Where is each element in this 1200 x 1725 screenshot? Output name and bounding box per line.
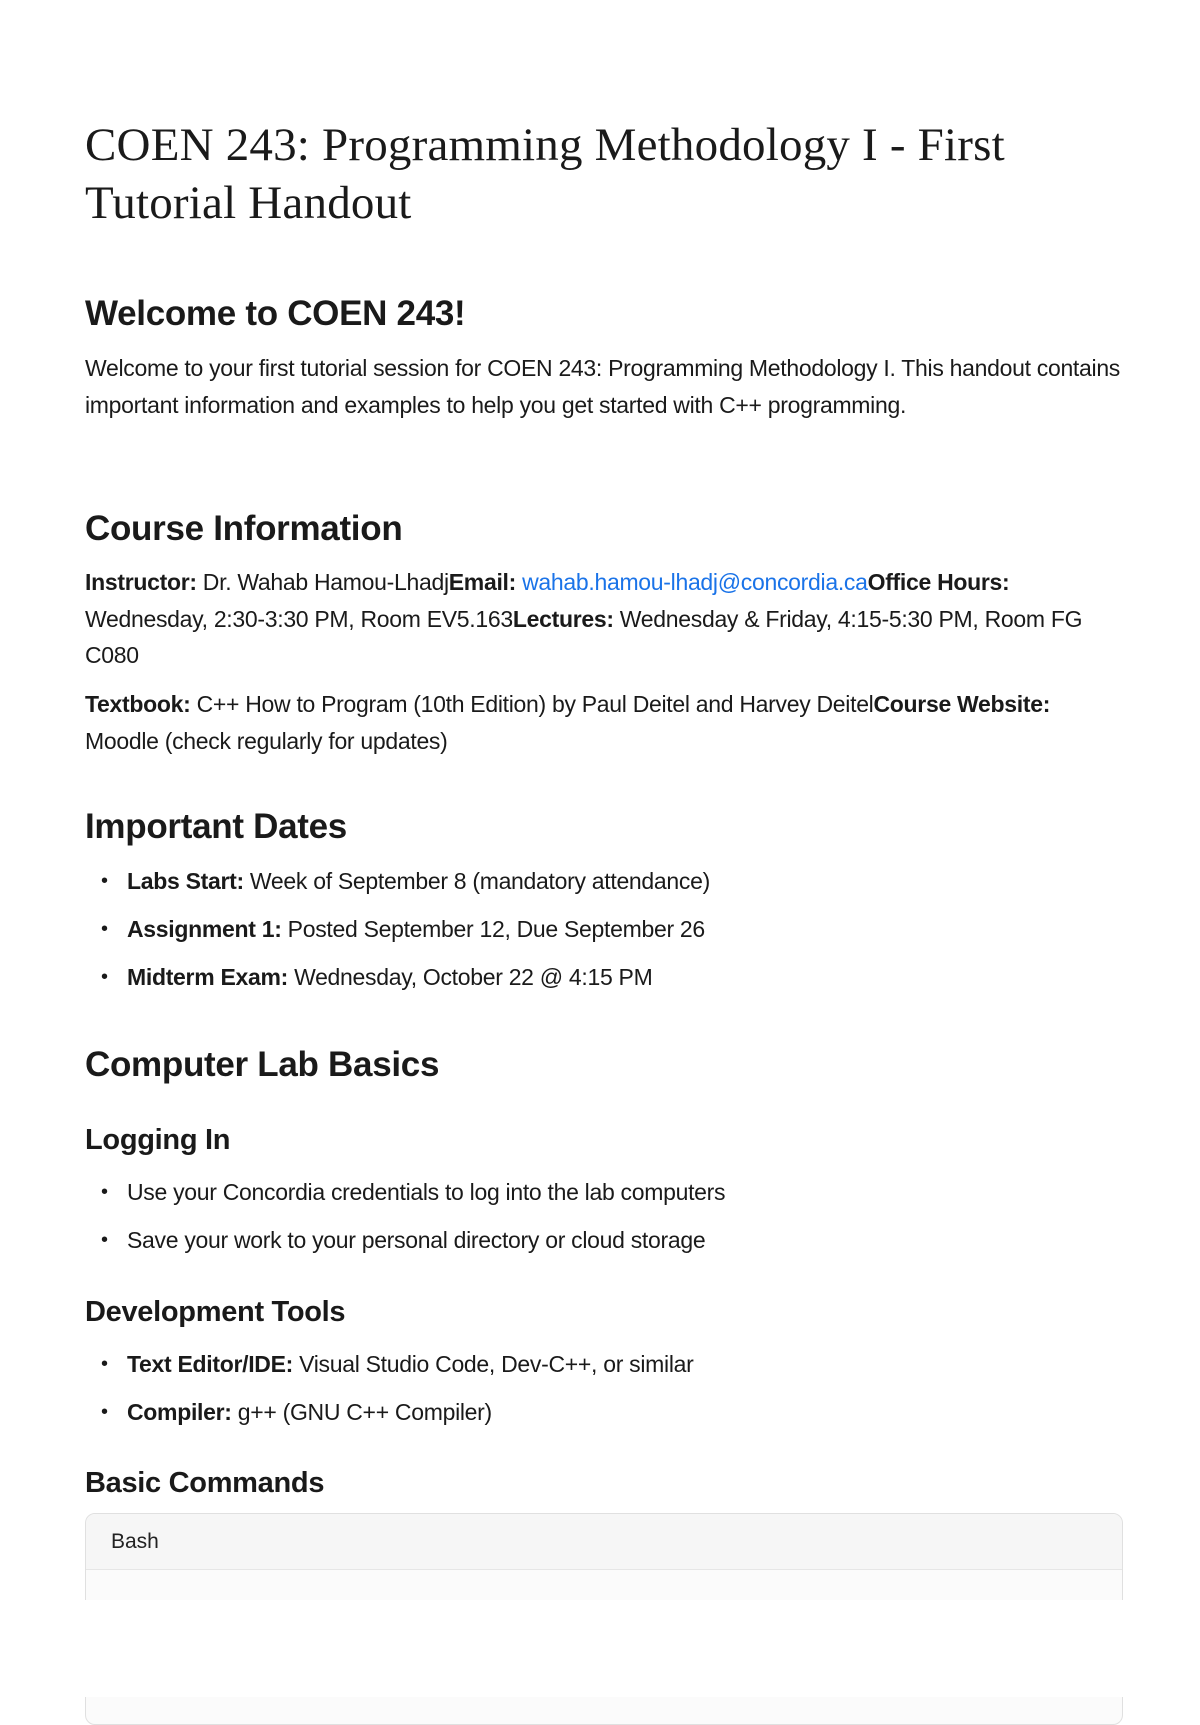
page-bottom-margin: [0, 1600, 1200, 1697]
welcome-heading: Welcome to COEN 243!: [85, 294, 466, 333]
list-item-text: Use your Concordia credentials to log into the lab computers: [127, 1179, 726, 1205]
important-dates-list: [85, 867, 1125, 1011]
bullet-icon: •: [101, 870, 108, 892]
labs-start-value: Week of September 8 (mandatory attendance): [243, 868, 710, 894]
email-label: Email:: [448, 569, 516, 595]
compiler-value: g++ (GNU C++ Compiler): [231, 1399, 492, 1425]
list-item: [85, 915, 1125, 963]
instructor-label: Instructor:: [85, 569, 197, 595]
development-tools-heading: Development Tools: [85, 1296, 346, 1328]
textbook-value: C++ How to Program (10th Edition) by Paul Deitel and Harvey Deitel: [190, 691, 874, 717]
bullet-icon: •: [101, 1181, 108, 1203]
lab-basics-heading: Computer Lab Basics: [85, 1045, 440, 1084]
list-item: [85, 1398, 1125, 1446]
basic-commands-heading: Basic Commands: [85, 1467, 325, 1499]
text-editor-label: Text Editor/IDE:: [127, 1351, 294, 1377]
logging-in-list: [85, 1178, 1125, 1274]
document-title: COEN 243: Programming Methodology I - First Tutorial Handout: [85, 119, 1005, 229]
labs-start-label: Labs Start:: [127, 868, 244, 894]
list-item: [85, 963, 1125, 1011]
bullet-icon: •: [101, 966, 108, 988]
bullet-icon: •: [101, 918, 108, 940]
instructor-value: Dr. Wahab Hamou-Lhadj: [196, 569, 449, 595]
textbook-paragraph: [85, 686, 1125, 759]
logging-in-heading: Logging In: [85, 1124, 231, 1156]
list-item: [85, 1226, 1125, 1274]
lectures-value: Wednesday & Friday, 4:15-5:30 PM, Room FG C080: [85, 605, 1083, 668]
text-editor-value: Visual Studio Code, Dev-C++, or similar: [293, 1351, 694, 1377]
bullet-icon: •: [101, 1353, 108, 1375]
midterm-exam-value: Wednesday, October 22 @ 4:15 PM: [287, 964, 653, 990]
office-hours-label: Office Hours:: [867, 569, 1010, 595]
course-info-heading: Course Information: [85, 509, 403, 548]
email-link[interactable]: wahab.hamou-lhadj@concordia.ca: [522, 569, 868, 595]
list-item: [85, 1178, 1125, 1226]
office-hours-value: Wednesday, 2:30-3:30 PM, Room EV5.163: [85, 605, 513, 632]
compiler-label: Compiler:: [127, 1399, 232, 1425]
list-item-text: Save your work to your personal directory or cloud storage: [127, 1227, 706, 1253]
course-website-label: Course Website:: [873, 691, 1051, 717]
lectures-label: Lectures:: [512, 605, 614, 632]
list-item: [85, 867, 1125, 915]
welcome-paragraph: Welcome to your first tutorial session for COEN 243: Programming Methodology I. This handout contains important information and examples to help you get started with C++ programming.: [85, 355, 1121, 418]
bullet-icon: •: [101, 1401, 108, 1423]
course-info-paragraph: [85, 564, 1125, 674]
course-website-value: Moodle (check regularly for updates): [85, 727, 448, 754]
textbook-label: Textbook:: [85, 691, 191, 717]
midterm-exam-label: Midterm Exam:: [127, 964, 288, 990]
development-tools-list: [85, 1350, 1125, 1446]
bullet-icon: •: [101, 1229, 108, 1251]
list-item: [85, 1350, 1125, 1398]
assignment-1-value: Posted September 12, Due September 26: [281, 916, 705, 942]
important-dates-heading: Important Dates: [85, 807, 347, 846]
assignment-1-label: Assignment 1:: [127, 916, 282, 942]
code-language-label: Bash: [86, 1514, 1122, 1570]
